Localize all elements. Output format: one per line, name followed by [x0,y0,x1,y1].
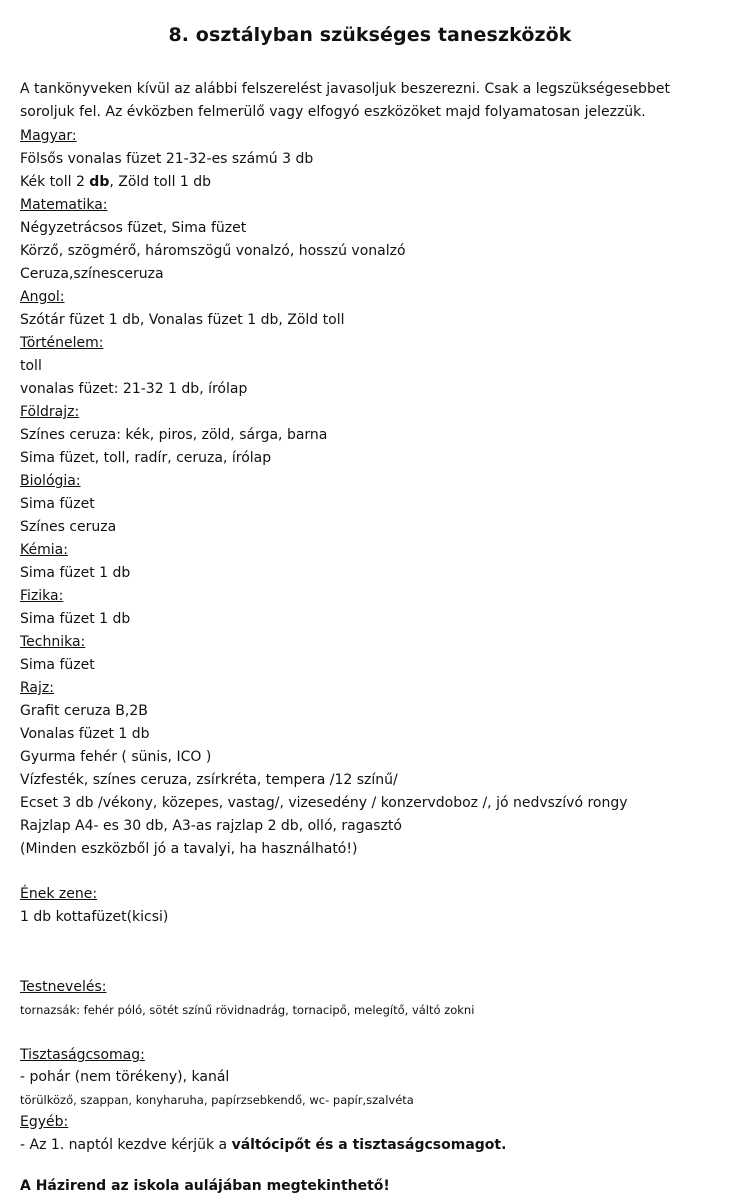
subject-heading-enek: Ének zene: [20,886,98,902]
list-item: Színes ceruza [20,519,117,535]
list-item: Vonalas füzet 1 db [20,726,150,742]
subject-heading-biologia: Biológia: [20,473,81,489]
list-item: Ceruza,színesceruza [20,266,164,282]
subject-heading-tisztasag: Tisztaságcsomag: [20,1047,145,1063]
subject-heading-testneveles: Testnevelés: [20,979,107,995]
list-item: Gyurma fehér ( sünis, ICO ) [20,749,212,765]
list-item: Színes ceruza: kék, piros, zöld, sárga, barna [20,427,328,443]
list-item: toll [20,358,42,374]
subject-heading-angol: Angol: [20,289,65,305]
subject-heading-magyar: Magyar: [20,128,77,144]
intro-paragraph: A tankönyveken kívül az alábbi felszerelést javasoljuk beszerezni. Csak a legszükségesebbet soroljuk fel. Az évközben felmerülő vagy elfogyó eszközöket majd folyamatosan jelezzük. [20,81,670,120]
list-item [20,173,211,191]
list-item: törülköző, szappan, konyharuha, papírzsebkendő, wc- papír,szalvéta [20,1093,414,1107]
list-item: Sima füzet 1 db [20,565,131,581]
list-item: Vízfesték, színes ceruza, zsírkréta, tempera /12 színű/ [20,772,398,788]
list-item: Ecset 3 db /vékony, közepes, vastag/, vizesedény / konzervdoboz /, jó nedvszívó rongy [20,795,628,811]
list-item: Körző, szögmérő, háromszögű vonalzó, hosszú vonalzó [20,243,406,259]
list-item: Rajzlap A4- es 30 db, A3-as rajzlap 2 db, olló, ragasztó [20,818,402,834]
subject-heading-matematika: Matematika: [20,197,108,213]
subject-heading-kemia: Kémia: [20,542,68,558]
text-fragment: Kék toll 2 [20,174,90,190]
list-item: Sima füzet, toll, radír, ceruza, írólap [20,450,272,466]
list-item [20,1136,506,1154]
list-item: - pohár (nem törékeny), kanál [20,1069,230,1085]
subject-heading-egyeb: Egyéb: [20,1114,69,1130]
list-item: vonalas füzet: 21-32 1 db, írólap [20,381,248,397]
text-fragment-bold: váltócipőt és a tisztaságcsomagot. [231,1137,507,1153]
list-item: (Minden eszközből jó a tavalyi, ha használható!) [20,841,358,857]
subject-heading-foldrajz: Földrajz: [20,404,80,420]
text-fragment-bold: db [89,174,110,190]
subject-heading-rajz: Rajz: [20,680,54,696]
list-item: Szótár füzet 1 db, Vonalas füzet 1 db, Zöld toll [20,312,345,328]
text-fragment: - Az 1. naptól kezdve kérjük a [20,1137,232,1153]
list-item: tornazsák: fehér póló, sötét színű rövidnadrág, tornacipő, melegítő, váltó zokni [20,1003,475,1017]
list-item: Sima füzet [20,496,95,512]
list-item: Grafit ceruza B,2B [20,703,148,719]
subject-heading-technika: Technika: [20,634,86,650]
page-title: 8. osztályban szükséges taneszközök [168,24,572,46]
footer-note: A Házirend az iskola aulájában megtekinthető! [20,1178,390,1194]
list-item: Sima füzet 1 db [20,611,131,627]
subject-heading-fizika: Fizika: [20,588,64,604]
list-item: Sima füzet [20,657,95,673]
text-fragment: , Zöld toll 1 db [109,174,212,190]
list-item: Fölsős vonalas füzet 21-32-es számú 3 db [20,151,314,167]
subject-heading-tortenelem: Történelem: [20,335,104,351]
list-item: Négyzetrácsos füzet, Sima füzet [20,220,247,236]
list-item: 1 db kottafüzet(kicsi) [20,909,169,925]
